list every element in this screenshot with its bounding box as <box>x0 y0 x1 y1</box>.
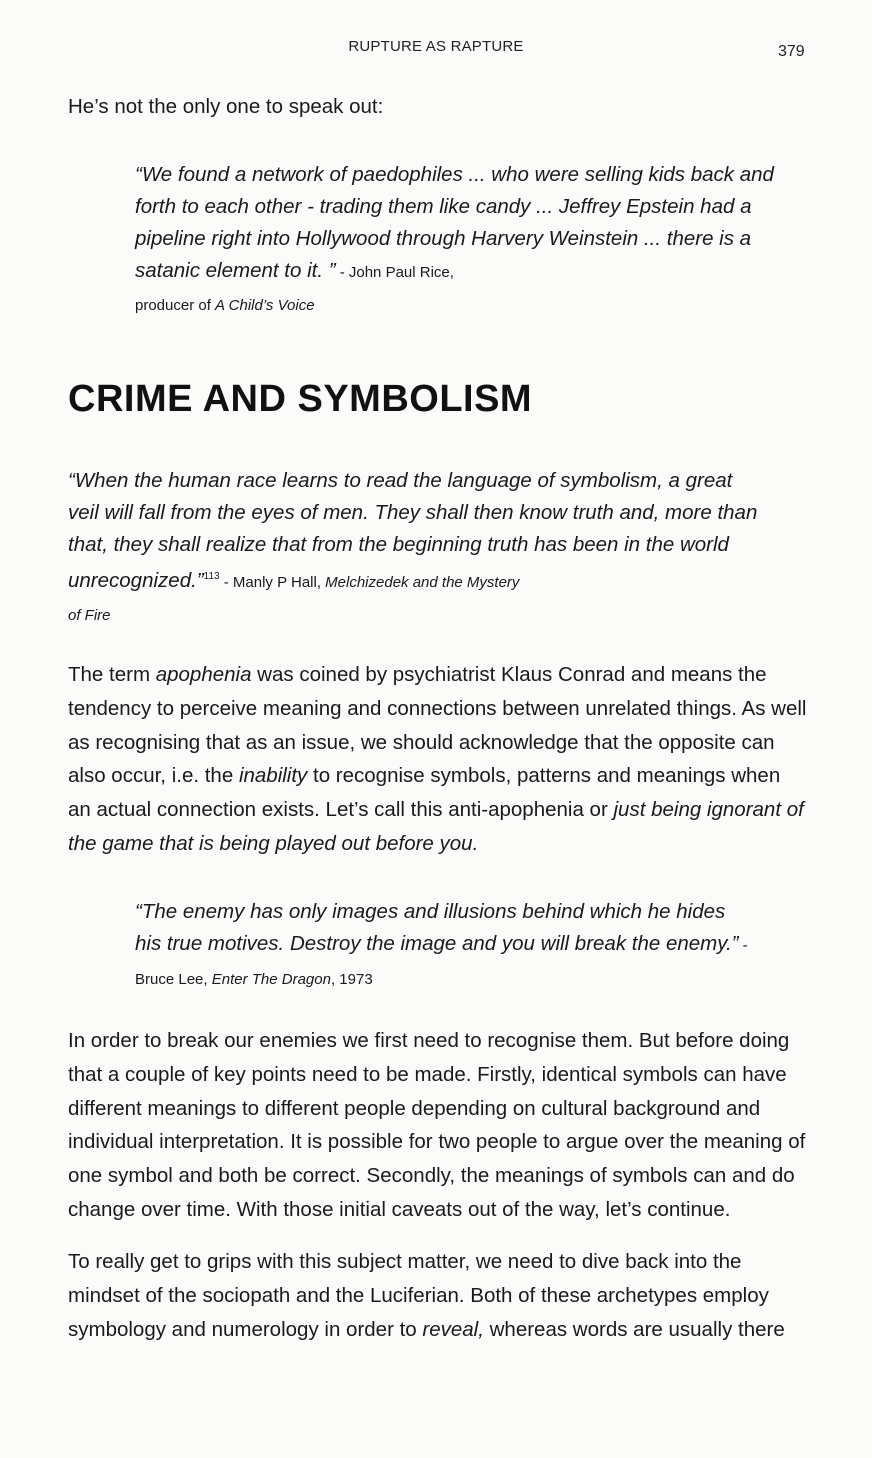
epigraph <box>68 465 768 633</box>
paragraph-apophenia <box>68 658 808 861</box>
p3-reveal: reveal, <box>422 1317 484 1341</box>
epigraph-attribution: - Manly P Hall, <box>219 574 326 591</box>
quote-bruce-lee <box>135 896 755 996</box>
p1-term: apophenia <box>155 663 252 686</box>
footnote-marker: 113 <box>203 571 220 582</box>
quote2-year: , 1973 <box>330 971 373 988</box>
quote-paedophile-network <box>135 159 775 323</box>
p3-text-b: whereas words are usually there <box>483 1317 785 1341</box>
paragraph-enemies: In order to break our enemies we first need to recognise them. But before doing that a couple of key points need to be made. Firstly, identical symbols can have different meanings to different people depending on cultural background and individual interpretation. It is possible for two people to argue over the meaning of one symbol and both be correct. Secondly, the meanings of symbols can and do change over time. With those initial caveats out of the way, let’s continue. <box>68 1029 806 1221</box>
page-number: 379 <box>778 43 805 60</box>
paragraph-sociopath <box>68 1245 808 1346</box>
p1-inability: inability <box>238 764 308 788</box>
attribution-prefix: producer of <box>135 297 216 314</box>
epigraph-text: “When the human race learns to read the language of symbolism, a great veil will fall from the eyes of men. They shall then know truth and, more than that, they shall realize that from the beginning truth has been in the world unrecognized.” <box>68 469 758 592</box>
quote-attribution-line2 <box>135 289 775 323</box>
p1-text-c: to recognise symbols, patterns and meanings when an actual connection exists. Let’s call this anti-apophenia or <box>68 764 781 822</box>
epigraph-attribution-line2 <box>68 599 768 633</box>
p1-text-a: The term <box>68 663 156 686</box>
quote2-attribution: - Bruce Lee, <box>135 937 748 988</box>
quote2-text: “The enemy has only images and illusions behind which he hides his true motives. Destroy the image and you will break the enemy.” <box>135 900 739 955</box>
quote2-work: Enter The Dragon <box>211 971 331 988</box>
intro-line: He’s not the only one to speak out: <box>68 95 384 118</box>
section-heading: CRIME AND SYMBOLISM <box>68 378 533 420</box>
attribution-work: A Child’s Voice <box>215 297 315 314</box>
quote-text: “We found a network of paedophiles ... who were selling kids back and forth to each other - trading them like candy ... Jeffrey Epstein had a pipeline right into Hollywood through Harvery Weinstein ... there is a satanic element to it. ” <box>135 163 774 282</box>
epigraph-work-b: of Fire <box>68 607 111 624</box>
epigraph-work-a: Melchizedek and the Mystery <box>325 574 520 591</box>
running-head: RUPTURE AS RAPTURE <box>348 38 524 55</box>
p1-italic-end: just being ignorant of the game that is being played out before you. <box>68 798 804 855</box>
p3-text-a: To really get to grips with this subject matter, we need to dive back into the mindset of the sociopath and the Luciferian. Both of these archetypes employ symbology and numerology in order to <box>68 1250 769 1341</box>
p1-text-b: was coined by psychiatrist Klaus Conrad and means the tendency to perceive meaning and connections between unrelated things. As well as recognising that as an issue, we should acknowledge that the opposite can also occur, i.e. the <box>68 663 807 788</box>
quote-attribution: - John Paul Rice, <box>335 264 454 281</box>
